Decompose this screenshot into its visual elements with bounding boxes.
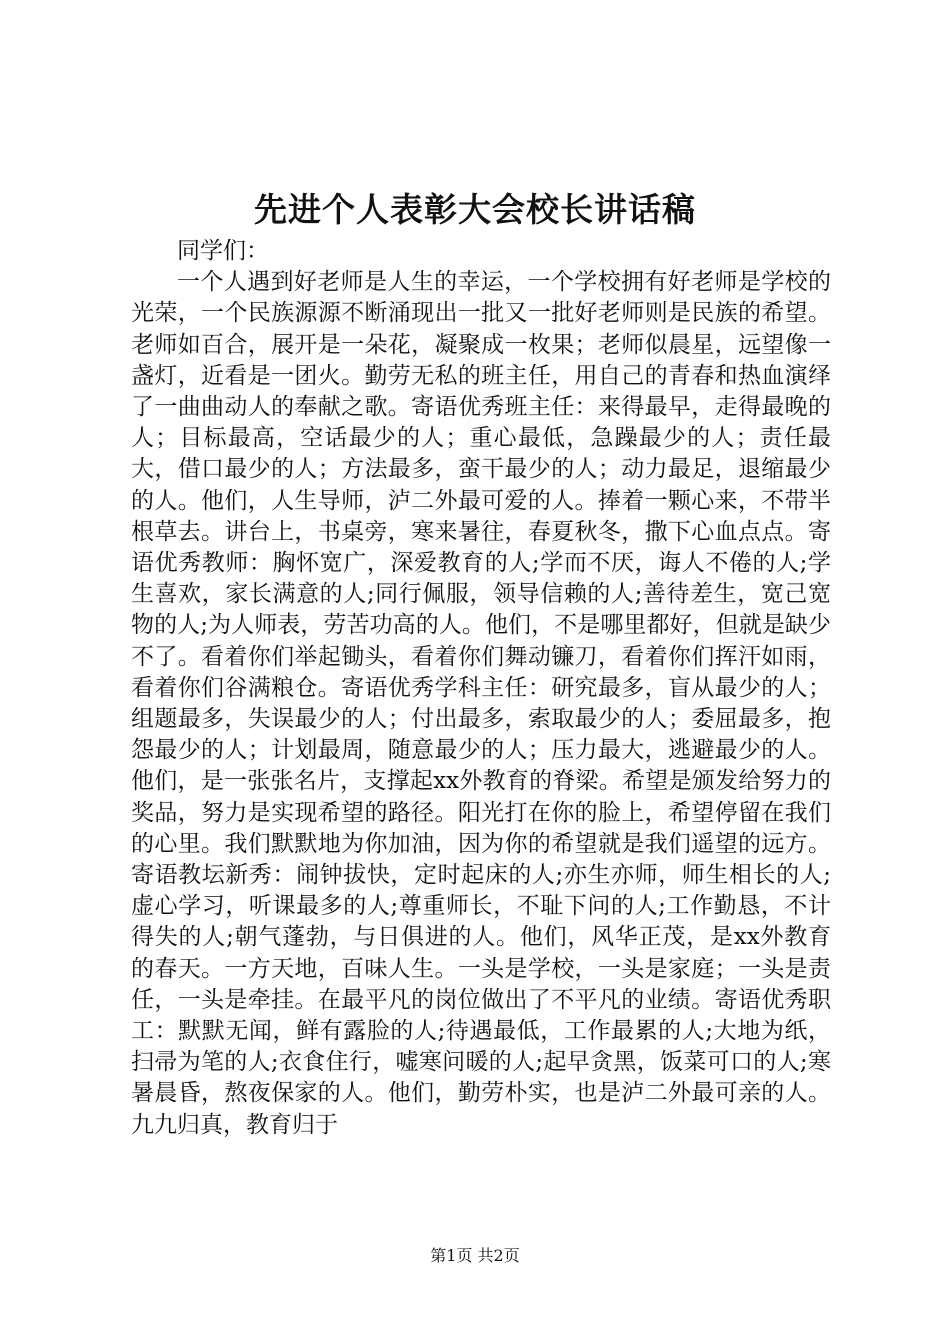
page-footer: 第1页 共2页 xyxy=(430,1246,520,1265)
document-body xyxy=(131,236,831,1141)
page-title: 先进个人表彰大会校长讲话稿 xyxy=(254,190,696,229)
salutation: 同学们： xyxy=(177,238,269,264)
speech-paragraph: 一个人遇到好老师是人生的幸运，一个学校拥有好老师是学校的光荣，一个民族源源不断涌现出一批又一批好老师则是民族的希望。老师如百合，展开是一朵花，凝聚成一枚果；老师似晨星，远望像一盏灯，近看是一团火。勤劳无私的班主任，用自己的青春和热血演绎了一曲曲动人的奉献之歌。寄语优秀班主任：来得最早，走得最晚的人；目标最高，空话最少的人；重心最低，急躁最少的人；责任最大，借口最少的人；方法最多，蛮干最少的人；动力最足，退缩最少的人。他们，人生导师，泸二外最可爱的人。捧着一颗心来，不带半根草去。讲台上，书桌旁，寒来暑往，春夏秋冬，撒下心血点点。寄语优秀教师：胸怀宽广，深爱教育的人;学而不厌，诲人不倦的人;学生喜欢，家长满意的人;同行佩服，领导信赖的人;善待差生，宽己宽物的人;为人师表，劳苦功高的人。他们，不是哪里都好，但就是缺少不了。看着你们举起锄头，看着你们舞动镰刀，看着你们挥汗如雨，看着你们谷满粮仓。寄语优秀学科主任：研究最多，盲从最少的人；组题最多，失误最少的人；付出最多，索取最少的人；委屈最多，抱怨最少的人；计划最周，随意最少的人；压力最大，逃避最少的人。他们，是一张张名片，支撑起xx外教育的脊梁。希望是颁发给努力的奖品，努力是实现希望的路径。阳光打在你的脸上，希望停留在我们的心里。我们默默地为你加油，因为你的希望就是我们遥望的远方。寄语教坛新秀：闹钟拔快，定时起床的人;亦生亦师，师生相长的人;虚心学习，听课最多的人;尊重师长，不耻下问的人;工作勤恳，不计得失的人;朝气蓬勃，与日俱进的人。他们，风华正茂，是xx外教育的春天。一方天地，百味人生。一头是学校，一头是家庭；一头是责任，一头是牵挂。在最平凡的岗位做出了不平凡的业绩。寄语优秀职工：默默无闻，鲜有露脸的人;待遇最低，工作最累的人;大地为纸，扫帚为笔的人;衣食住行，嘘寒问暖的人;起早贪黑，饭菜可口的人;寒暑晨昏，熬夜保家的人。他们，勤劳朴实，也是泸二外最可亲的人。九九归真，教育归于 xyxy=(131,269,831,1138)
